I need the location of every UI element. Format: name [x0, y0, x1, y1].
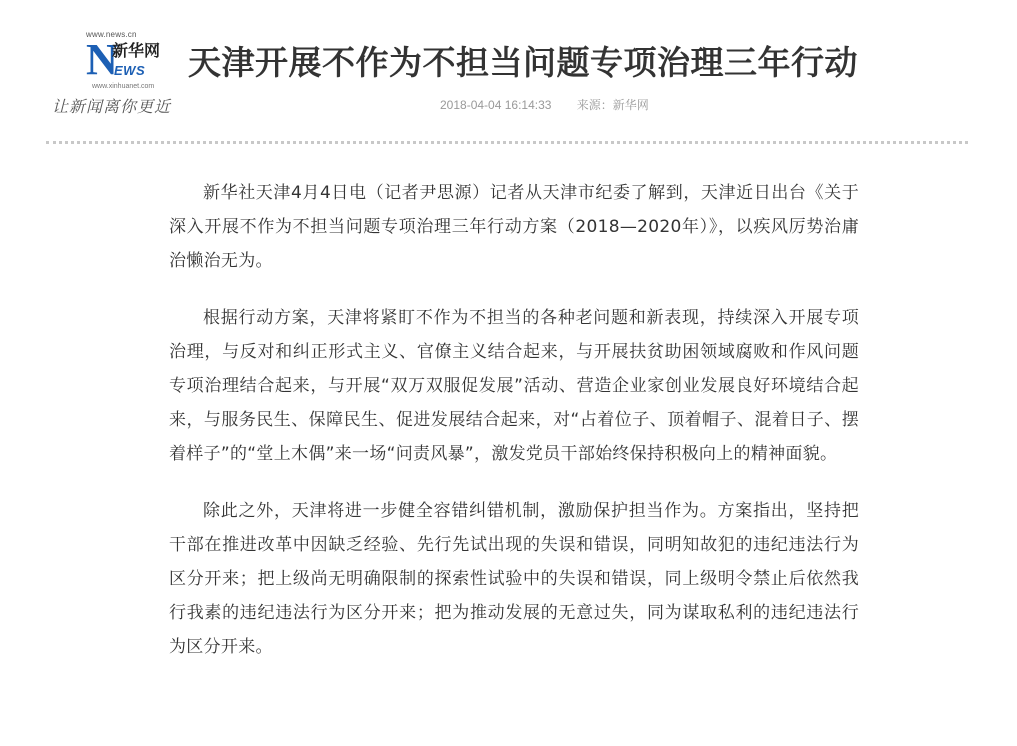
slogan-text: 让新闻离你更近 — [52, 97, 172, 116]
logo-ews-text: EWS — [114, 63, 146, 78]
logo-url-text: www.news.cn — [86, 30, 137, 39]
article-paragraph: 除此之外，天津将进一步健全容错纠错机制，激励保护担当作为。方案指出，坚持把干部在推进改革中因缺乏经验、先行先试出现的失误和错误，同明知故犯的违纪违法行为区分开来；把上级尚无明确限制的探索性试验中的失误和错误，同上级明令禁止后依然我行我素的违纪违法行为区分开来；把为推动发展的无意过失，同为谋取私利的违纪违法行为区分开来。 — [169, 501, 859, 657]
logo-n-letter: N — [86, 35, 118, 84]
xinhuanet-logo[interactable] — [86, 30, 166, 92]
logo-chinese-name: 新华网 — [112, 41, 161, 60]
article-paragraph: 新华社天津4月4日电（记者尹思源）记者从天津市纪委了解到，天津近日出台《关于深入开展不作为不担当问题专项治理三年行动方案（2018—2020年）》，以疾风厉势治庸治懒治无为。 — [169, 183, 859, 271]
page-header — [0, 0, 1017, 150]
header-divider — [46, 141, 968, 144]
article-title: 天津开展不作为不担当问题专项治理三年行动 — [188, 43, 858, 82]
logo-bottom-url: www.xinhuanet.com — [92, 83, 155, 90]
article-meta — [440, 96, 649, 113]
article-source: 来源：新华网 — [576, 98, 649, 112]
article-body — [169, 176, 859, 687]
article-paragraph: 根据行动方案，天津将紧盯不作为不担当的各种老问题和新表现，持续深入开展专项治理，与反对和纠正形式主义、官僚主义结合起来，与开展扶贫助困领域腐败和作风问题专项治理结合起来，与开展“双万双服促发展”活动、营造企业家创业发展良好环境结合起来，与服务民生、保障民生、促进发展结合起来，对“占着位子、顶着帽子、混着日子、摆着样子”的“堂上木偶”来一场“问责风暴”，激发党员干部始终保持积极向上的精神面貌。 — [169, 308, 859, 464]
publish-datetime: 2018-04-04 16:14:33 — [440, 98, 552, 112]
